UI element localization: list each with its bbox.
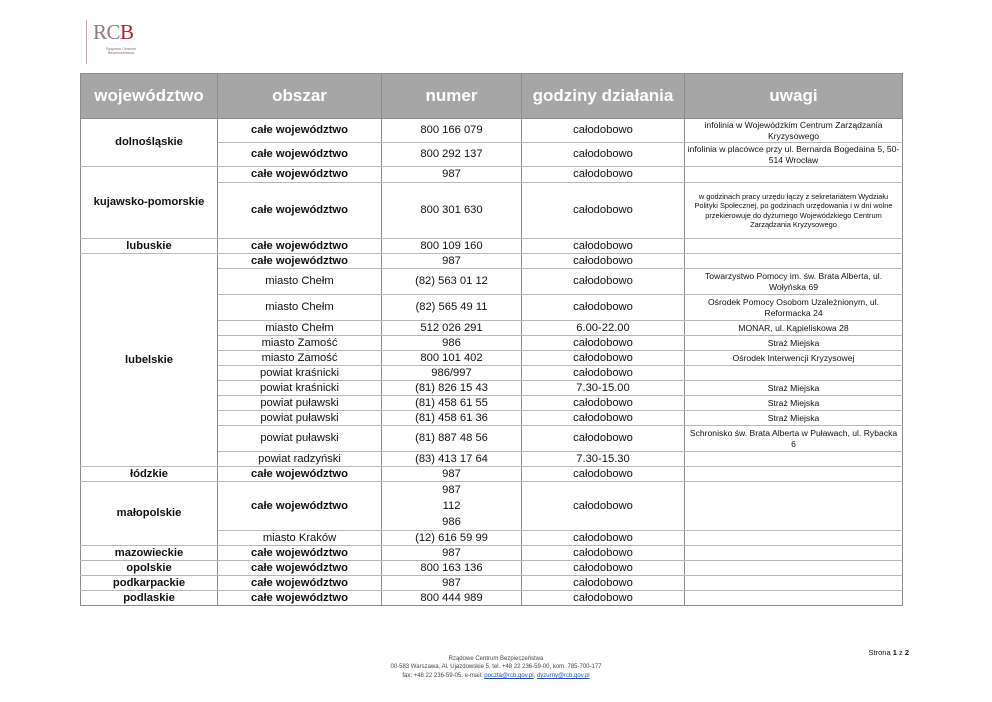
cell-note xyxy=(685,167,903,183)
cell-area: miasto Chełm xyxy=(218,321,382,336)
cell-voivodeship: dolnośląskie xyxy=(81,119,218,167)
cell-number: 987 xyxy=(382,576,522,591)
cell-area: powiat puławski xyxy=(218,426,382,452)
cell-note: Straż Miejska xyxy=(685,396,903,411)
email-link-poczta[interactable]: poczta@rcb.gov.pl xyxy=(484,672,534,679)
cell-note: Ośrodek Interwencji Kryzysowej xyxy=(685,351,903,366)
cell-hours: całodobowo xyxy=(522,351,685,366)
cell-number xyxy=(382,482,522,531)
cell-number: (82) 565 49 11 xyxy=(382,295,522,321)
cell-number: (81) 887 48 56 xyxy=(382,426,522,452)
cell-hours: całodobowo xyxy=(522,396,685,411)
cell-hours: całodobowo xyxy=(522,183,685,239)
cell-hours: całodobowo xyxy=(522,576,685,591)
cell-note xyxy=(685,531,903,546)
cell-hours: całodobowo xyxy=(522,546,685,561)
cell-number: 800 444 989 xyxy=(382,591,522,606)
table-row xyxy=(81,482,903,531)
cell-voivodeship: podkarpackie xyxy=(81,576,218,591)
page-number: Strona 1 z 2 xyxy=(868,648,909,657)
cell-note xyxy=(685,482,903,531)
cell-number: 512 026 291 xyxy=(382,321,522,336)
table-body xyxy=(81,119,903,606)
header-notes: uwagi xyxy=(685,74,903,119)
cell-number: (81) 458 61 36 xyxy=(382,411,522,426)
cell-area: całe województwo xyxy=(218,119,382,143)
cell-number: 987 xyxy=(382,546,522,561)
footer-address: 00-583 Warszawa, Al. Ujazdowskie 5, tel. +48 22 236-59-00, kom. 785-700-177 xyxy=(390,664,602,671)
cell-number: 800 163 136 xyxy=(382,561,522,576)
cell-number: 986/997 xyxy=(382,366,522,381)
cell-hours: 7.30-15.00 xyxy=(522,381,685,396)
table-row xyxy=(81,576,903,591)
header-area: obszar xyxy=(218,74,382,119)
table-row xyxy=(81,239,903,254)
cell-note xyxy=(685,561,903,576)
cell-note xyxy=(685,254,903,269)
number-line: 986 xyxy=(442,516,461,528)
table-row xyxy=(81,546,903,561)
cell-hours: całodobowo xyxy=(522,336,685,351)
cell-number: (81) 458 61 55 xyxy=(382,396,522,411)
footer-contact: fax: +48 22 236-59-05, e-mail: poczta@rcb.gov.pl, dyzurny@rcb.gov.pl xyxy=(402,672,590,679)
logo-mark: RCB xyxy=(93,20,134,44)
cell-area: całe województwo xyxy=(218,143,382,167)
cell-area: całe województwo xyxy=(218,546,382,561)
cell-number: 987 xyxy=(382,467,522,482)
cell-area: miasto Chełm xyxy=(218,269,382,295)
cell-number: (82) 563 01 12 xyxy=(382,269,522,295)
cell-note: infolinia w placówce przy ul. Bernarda Bogedaina 5, 50-514 Wrocław xyxy=(685,143,903,167)
cell-hours: 7.30-15.30 xyxy=(522,452,685,467)
cell-note: Straż Miejska xyxy=(685,336,903,351)
cell-voivodeship: lubelskie xyxy=(81,254,218,467)
cell-number: (12) 616 59 99 xyxy=(382,531,522,546)
cell-hours: całodobowo xyxy=(522,254,685,269)
page-footer xyxy=(0,655,992,680)
cell-voivodeship: mazowieckie xyxy=(81,546,218,561)
cell-area: całe województwo xyxy=(218,467,382,482)
rcb-logo xyxy=(86,20,147,64)
cell-voivodeship: opolskie xyxy=(81,561,218,576)
cell-area: całe województwo xyxy=(218,482,382,531)
cell-voivodeship: małopolskie xyxy=(81,482,218,546)
cell-number: 986 xyxy=(382,336,522,351)
cell-area: całe województwo xyxy=(218,239,382,254)
cell-number: 800 109 160 xyxy=(382,239,522,254)
logo-subtitle: Rządowe Centrum Bezpieczeństwa xyxy=(106,47,136,56)
cell-voivodeship: łódzkie xyxy=(81,467,218,482)
cell-area: miasto Zamość xyxy=(218,336,382,351)
cell-note: Towarzystwo Pomocy im. św. Brata Alberta, ul. Wołyńska 69 xyxy=(685,269,903,295)
table-row xyxy=(81,119,903,143)
table-row xyxy=(81,167,903,183)
cell-area: miasto Chełm xyxy=(218,295,382,321)
header-hours: godziny działania xyxy=(522,74,685,119)
cell-area: powiat kraśnicki xyxy=(218,381,382,396)
cell-hours: całodobowo xyxy=(522,411,685,426)
cell-note xyxy=(685,239,903,254)
cell-hours: całodobowo xyxy=(522,366,685,381)
helpline-table xyxy=(80,73,903,606)
cell-hours: całodobowo xyxy=(522,482,685,531)
cell-hours: 6.00-22.00 xyxy=(522,321,685,336)
cell-area: powiat radzyński xyxy=(218,452,382,467)
cell-area: całe województwo xyxy=(218,167,382,183)
table-header-row xyxy=(81,74,903,119)
cell-hours: całodobowo xyxy=(522,426,685,452)
cell-area: całe województwo xyxy=(218,591,382,606)
table-row xyxy=(81,254,903,269)
cell-note xyxy=(685,467,903,482)
cell-area: całe województwo xyxy=(218,183,382,239)
cell-area: miasto Zamość xyxy=(218,351,382,366)
number-line: 112 xyxy=(442,500,461,512)
cell-number: (83) 413 17 64 xyxy=(382,452,522,467)
cell-note xyxy=(685,452,903,467)
cell-note xyxy=(685,591,903,606)
cell-note: infolinia w Wojewódzkim Centrum Zarządzania Kryzysowego xyxy=(685,119,903,143)
cell-note: Schronisko św. Brata Alberta w Puławach, ul. Rybacka 6 xyxy=(685,426,903,452)
cell-number: 987 xyxy=(382,167,522,183)
cell-note xyxy=(685,546,903,561)
table-row xyxy=(81,561,903,576)
cell-hours: całodobowo xyxy=(522,467,685,482)
cell-number: 800 101 402 xyxy=(382,351,522,366)
cell-hours: całodobowo xyxy=(522,119,685,143)
cell-hours: całodobowo xyxy=(522,143,685,167)
cell-hours: całodobowo xyxy=(522,591,685,606)
cell-note: Straż Miejska xyxy=(685,411,903,426)
cell-area: całe województwo xyxy=(218,576,382,591)
cell-voivodeship: podlaskie xyxy=(81,591,218,606)
table-row xyxy=(81,591,903,606)
cell-number: 800 166 079 xyxy=(382,119,522,143)
cell-hours: całodobowo xyxy=(522,295,685,321)
table-row xyxy=(81,467,903,482)
cell-note: MONAR, ul. Kąpieliskowa 28 xyxy=(685,321,903,336)
cell-note: Straż Miejska xyxy=(685,381,903,396)
cell-area: całe województwo xyxy=(218,561,382,576)
cell-area: powiat puławski xyxy=(218,396,382,411)
cell-voivodeship: kujawsko-pomorskie xyxy=(81,167,218,239)
cell-number: 800 292 137 xyxy=(382,143,522,167)
header-number: numer xyxy=(382,74,522,119)
cell-hours: całodobowo xyxy=(522,561,685,576)
cell-area: całe województwo xyxy=(218,254,382,269)
cell-note: w godzinach pracy urzędu łączy z sekretariatem Wydziału Polityki Społecznej, po godzinach urzędowania i w dni wolne przekierowuje do dyżurnego Wojewódzkiego Centrum Zarządzania Kryzysowego xyxy=(685,183,903,239)
footer-org-name: Rządowe Centrum Bezpieczeństwa xyxy=(448,656,544,662)
email-link-dyzurny[interactable]: dyzurny@rcb.gov.pl xyxy=(536,672,590,679)
cell-area: miasto Kraków xyxy=(218,531,382,546)
cell-number: (81) 826 15 43 xyxy=(382,381,522,396)
cell-hours: całodobowo xyxy=(522,167,685,183)
cell-area: powiat kraśnicki xyxy=(218,366,382,381)
cell-hours: całodobowo xyxy=(522,531,685,546)
cell-hours: całodobowo xyxy=(522,269,685,295)
cell-note xyxy=(685,576,903,591)
header-voivodeship: województwo xyxy=(81,74,218,119)
cell-number: 987 xyxy=(382,254,522,269)
cell-area: powiat puławski xyxy=(218,411,382,426)
cell-note xyxy=(685,366,903,381)
cell-voivodeship: lubuskie xyxy=(81,239,218,254)
cell-number: 800 301 630 xyxy=(382,183,522,239)
cell-hours: całodobowo xyxy=(522,239,685,254)
number-line: 987 xyxy=(442,484,461,496)
cell-note: Ośrodek Pomocy Osobom Uzależnionym, ul. Reformacka 24 xyxy=(685,295,903,321)
